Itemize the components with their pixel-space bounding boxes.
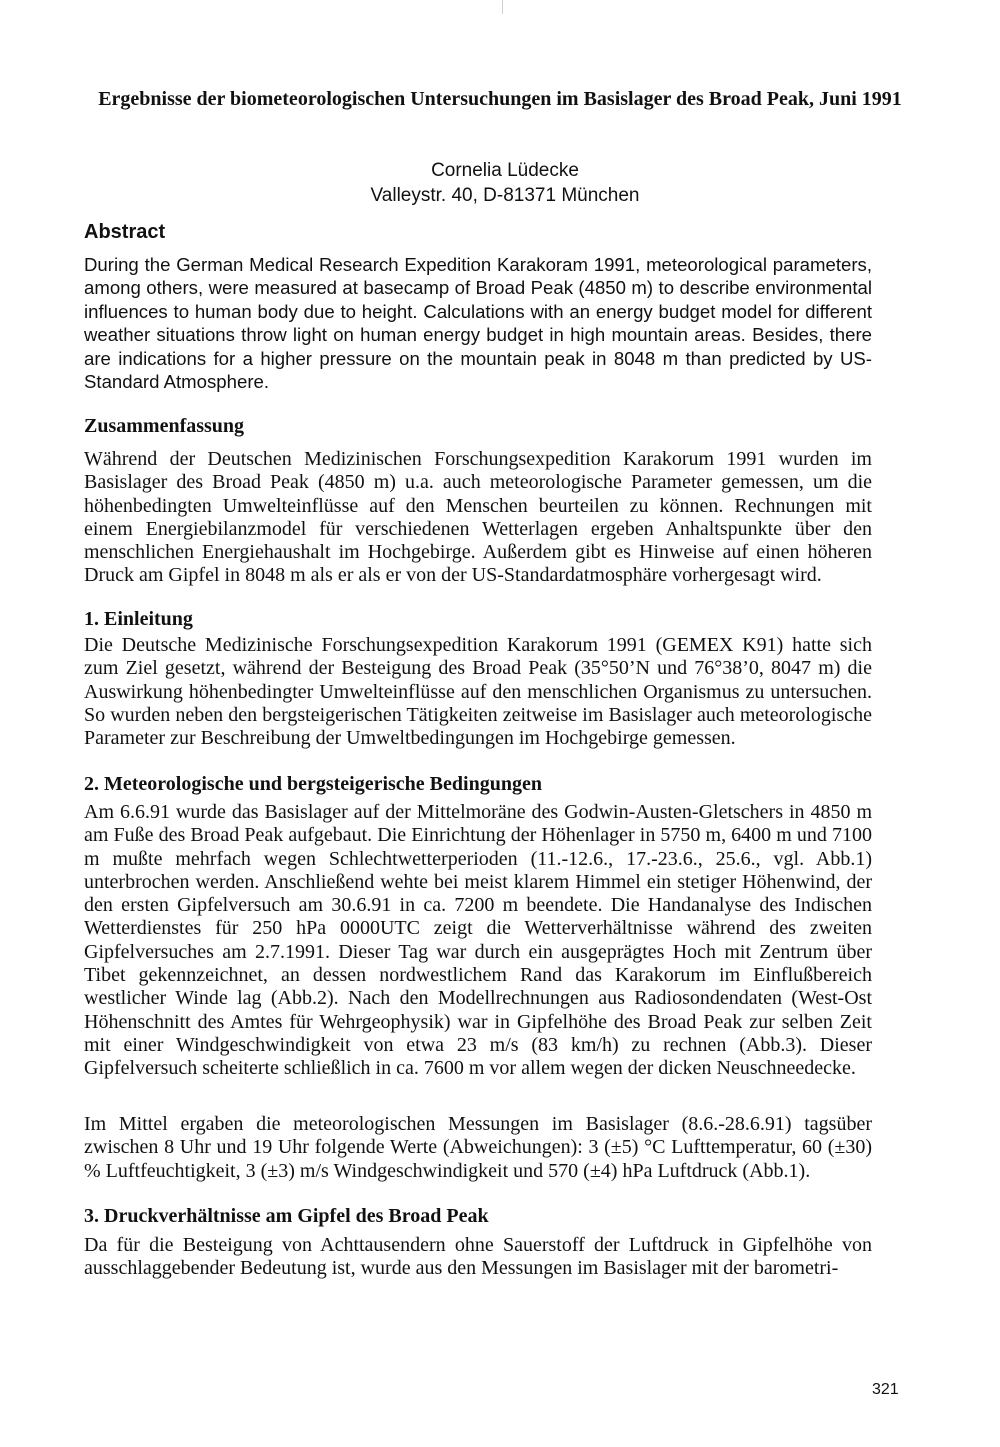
paper-title: Ergebnisse der biometeorologischen Untersuchungen im Basislager des Broad Peak, Juni 1991 [98,88,902,110]
section-2-text-1: Am 6.6.91 wurde das Basislager auf der Mittelmoräne des Godwin-Austen-Gletschers in 4850 m am Fuße des Broad Peak aufgebaut. Die Einrichtung der Höhenlager in 5750 m, 6400 m und 7100 m mußte mehrfach wegen Schlechtwetterperioden (11.-12.6., 17.-23.6., 25.6., vgl. Abb.1) unterbrochen werden. Anschließend wehte bei meist klarem Himmel ein stetiger Höhenwind, der den ersten Gipfelversuch am 30.6.91 in ca. 7200 m beendete. Die Handanalyse des Indischen Wetterdienstes für 250 hPa 0000UTC zeigt die Wetterverhältnisse während des zweiten Gipfelversuches am 2.7.1991. Dieser Tag war durch ein ausgeprägtes Hoch mit Zentrum über Tibet gekennzeichnet, an dessen nordwestlichem Rand das Karakorum im Einflußbereich westlicher Winde lag (Abb.2). Nach den Modellrechnungen aus Radiosondendaten (West-Ost Höhenschnitt des Amtes für Wehrgeophysik) war in Gipfelhöhe des Broad Peak zur selben Zeit mit einer Windgeschwindigkeit von etwa 23 m/s (83 km/h) zu rechnen (Abb.3). Dieser Gipfelversuch scheiterte schließlich in ca. 7600 m vor allem wegen der dicken Neuschneedecke. [84,801,872,1080]
section-1-text: Die Deutsche Medizinische Forschungsexpedition Karakorum 1991 (GEMEX K91) hatte sich zum Ziel gesetzt, während der Besteigung des Broad Peak (35°50’N und 76°38’0, 8047 m) die Auswirkung höhenbedingter Umwelteinflüsse auf den menschlichen Organismus zu untersuchen. So wurden neben den bergsteigerischen Tätigkeiten zeitweise im Basislager auch meteorologische Parameter zur Beschreibung der Umweltbedingungen im Hochgebirge gemessen. [84,634,872,750]
page-number: 321 [872,1381,899,1398]
scan-artifact-line [502,0,503,14]
zusammenfassung-text: Während der Deutschen Medizinischen Forschungsexpedition Karakorum 1991 wurden im Basislager des Broad Peak (4850 m) u.a. auch meteorologische Parameter gemessen, um die höhenbedingten Umwelteinflüsse auf den Menschen beurteilen zu können. Rechnungen mit einem Energiebilanzmodel für verschiedenen Wetterlagen ergeben Anhaltspunkte über den menschlichen Energiehaushalt im Hochgebirge. Außerdem gibt es Hinweise auf einen höheren Druck am Gipfel in 8048 m als er als er von der US-Standardatmosphäre vorhergesagt wird. [84,448,872,587]
abstract-text: During the German Medical Research Expedition Karakoram 1991, meteorological parameters, among others, were measured at basecamp of Broad Peak (4850 m) to describe environmental influences to human body due to height. Calculations with an energy budget model for different weather situations throw light on human energy budget in high mountain areas. Besides, there are indications for a higher pressure on the mountain peak in 8048 m than predicted by US-Standard Atmosphere. [84,254,872,393]
author-name: Cornelia Lüdecke [431,160,579,181]
author-address: Valleystr. 40, D-81371 München [370,185,640,206]
zusammenfassung-heading: Zusammenfassung [84,415,245,437]
section-3-heading: 3. Druckverhältnisse am Gipfel des Broad Peak [84,1205,489,1227]
author-block [360,158,650,208]
abstract-heading: Abstract [84,221,166,243]
section-3-text: Da für die Besteigung von Achttausendern ohne Sauerstoff der Luftdruck in Gipfelhöhe von ausschlaggebender Bedeutung ist, wurde aus den Messungen im Basislager mit der barometri- [84,1234,872,1280]
section-1-heading: 1. Einleitung [84,608,193,630]
section-2-text-2: Im Mittel ergaben die meteorologischen Messungen im Basislager (8.6.-28.6.91) tagsüber zwischen 8 Uhr und 19 Uhr folgende Werte (Abweichungen): 3 (±5) °C Lufttemperatur, 60 (±30) % Luftfeuchtigkeit, 3 (±3) m/s Windgeschwindigkeit und 570 (±4) hPa Luftdruck (Abb.1). [84,1113,872,1182]
section-2-heading: 2. Meteorologische und bergsteigerische Bedingungen [84,773,542,795]
